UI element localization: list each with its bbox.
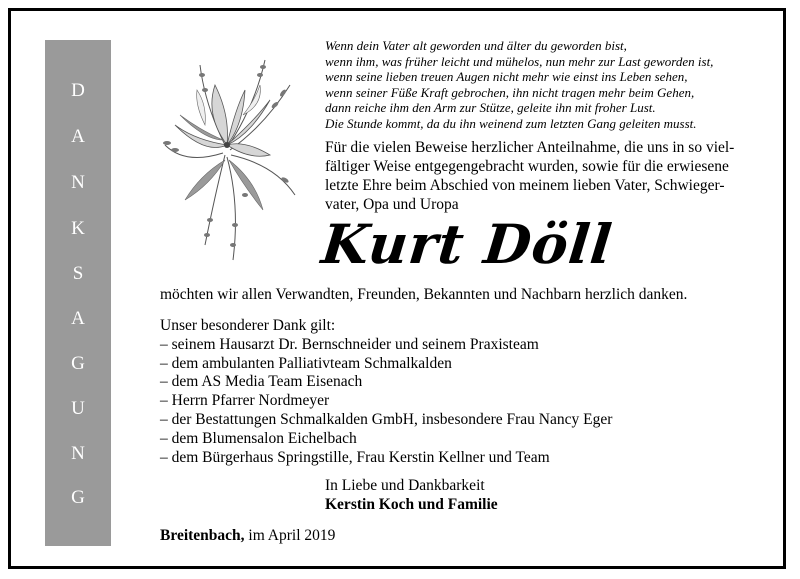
place-town: Breitenbach, [160,527,245,544]
poem-line: wenn seiner Füße Kraft gebrochen, ihn nicht tragen mehr beim Gehen, [325,84,695,100]
sidebar-letter: D [71,80,85,101]
special-thanks-item: – dem Blumensalon Eichelbach [160,429,357,447]
intro-line: letzte Ehre beim Abschied von meinem lieben Vater, Schwieger- [325,177,725,194]
special-thanks-item: – dem Bürgerhaus Springstille, Frau Kerstin Kellner und Team [160,448,550,466]
sidebar-letter: K [71,218,85,239]
special-thanks-item: – dem AS Media Team Eisenach [160,373,363,391]
special-thanks-item: – Herrn Pfarrer Nordmeyer [160,392,330,410]
intro-line: vater, Opa und Uropa [325,196,459,213]
closing [325,476,498,514]
poem-line: wenn seine lieben treuen Augen nicht mehr wie einst ins Leben sehen, [325,69,688,84]
sidebar-letter: U [71,398,85,419]
place-date [160,527,335,545]
date: im April 2019 [244,527,336,544]
sidebar-letter: N [71,172,85,193]
poem-line: Wenn dein Vater alt geworden und älter du geworden bist, [325,38,627,53]
sidebar-letter: S [72,263,84,284]
lily-flower-icon [145,45,305,265]
poem-line: dann reiche ihm den Arm zur Stütze, geleite ihn mit froher Lust. [325,100,656,115]
thanks-line: möchten wir allen Verwandten, Freunden, Bekannten und Nachbarn herzlich danken. [160,286,688,303]
sidebar-letter: G [71,487,85,508]
intro-text [325,138,765,214]
sidebar-letter: A [71,308,85,329]
poem-line: Die Stunde kommt, da du ihn weinend zum letzten Gang geleiten musst. [325,115,697,131]
special-thanks-item: – der Bestattungen Schmalkalden GmbH, insbesondere Frau Nancy Eger [160,410,613,428]
sidebar-letter: A [71,126,85,147]
intro-line: fältiger Weise entgegengebracht wurden, sowie für die erwiesene [325,158,729,175]
special-thanks-item: – seinem Hausarzt Dr. Bernschneider und seinem Praxisteam [160,335,539,353]
special-thanks [160,317,612,467]
sidebar-letter: G [71,353,85,374]
poem-line: wenn ihm, was früher leicht und mühelos, nun mehr zur Last geworden ist, [325,53,714,69]
special-thanks-item: – dem ambulanten Palliativteam Schmalkalden [160,354,452,372]
deceased-name: Kurt Döll [318,212,616,276]
special-thanks-heading: Unser besonderer Dank gilt: [160,317,336,334]
sidebar-letter: N [71,443,85,464]
danksagung-sidebar [45,40,111,546]
closing-phrase: In Liebe und Dankbarkeit [325,477,485,494]
intro-line: Für die vielen Beweise herzlicher Anteilnahme, die uns in so viel- [325,139,735,156]
signer: Kerstin Koch und Familie [325,496,498,513]
poem [325,38,755,131]
